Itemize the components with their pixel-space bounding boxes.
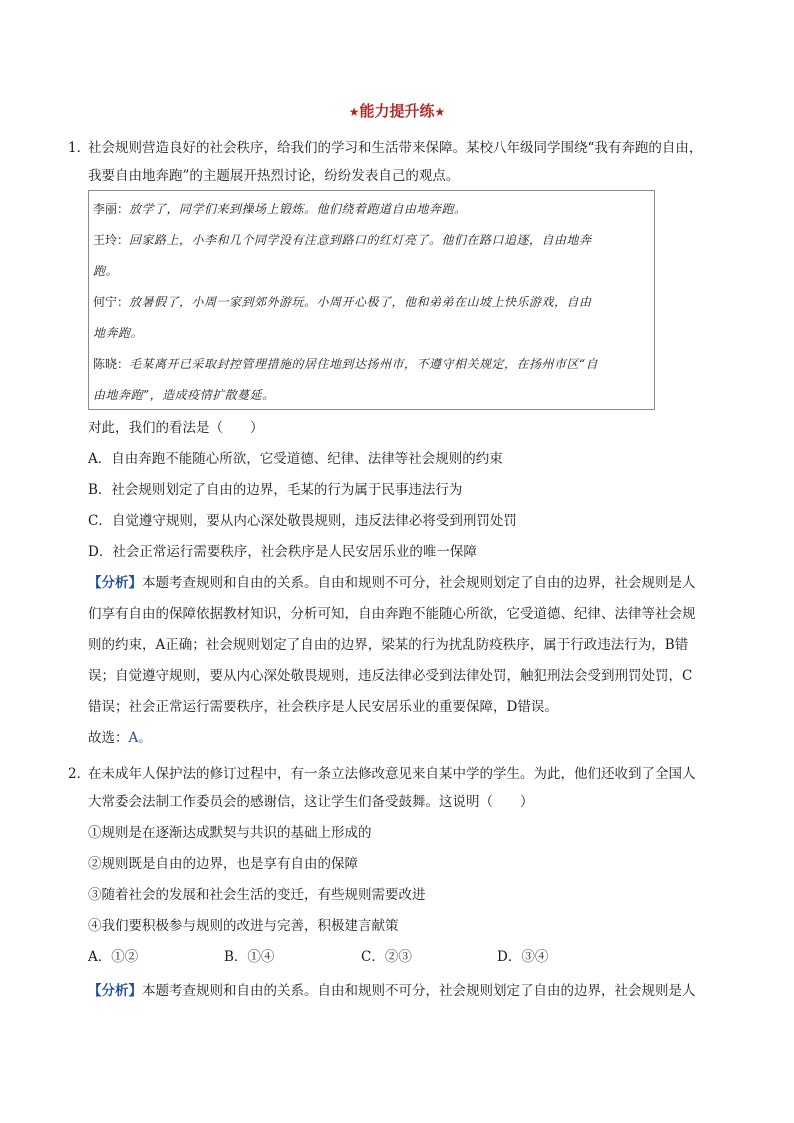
option-b: B．社会规则划定了自由的边界，毛某的行为属于民事违法行为 <box>88 482 463 498</box>
analysis-text: 本题考查规则和自由的关系。自由和规则不可分，社会规则划定了自由的边界，社会规则是人 <box>142 983 696 999</box>
statement-item: ③随着社会的发展和社会生活的变迁，有些规则需要改进 <box>88 887 426 903</box>
choice-d: D．③④ <box>497 949 549 965</box>
section-title-text: 能力提升练 <box>359 102 435 120</box>
star-icon: ★ <box>348 105 360 119</box>
statement-item: ②规则既是自由的边界，也是享有自由的保障 <box>88 856 358 872</box>
quote-text: 跑。 <box>93 264 119 278</box>
speaker-name: 李丽： <box>93 202 130 216</box>
statement-item: ①规则是在逐渐达成默契与共识的基础上形成的 <box>88 825 372 841</box>
question-number: 1． <box>68 140 91 156</box>
option-c: C．自觉遵守规则，要从内心深处敬畏规则，违反法律必将受到刑罚处罚 <box>88 513 517 529</box>
question-stem: 我要自由地奔跑”的主题展开热烈讨论，纷纷发表自己的观点。 <box>88 168 460 184</box>
analysis-line <box>88 573 696 593</box>
option-a: A．自由奔跑不能随心所欲，它受道德、纪律、法律等社会规则的约束 <box>88 451 503 467</box>
analysis-text: 误；自觉遵守规则，要从内心深处敬畏规则，违反法律必受到法律处罚，触犯刑法会受到刑罚处罚，C <box>88 668 693 684</box>
quote-text: 回家路上，小李和几个同学没有注意到路口的红灯亮了。他们在路口追逐，自由地奔 <box>129 233 592 247</box>
choice-b: B．①④ <box>224 949 275 965</box>
analysis-text: 们享有自由的保障依据教材知识，分析可知，自由奔跑不能随心所欲，它受道德、纪律、法律等社会规 <box>88 606 696 622</box>
quote-line <box>93 293 592 311</box>
choice-a: A．①② <box>88 949 139 965</box>
quote-line <box>93 200 467 218</box>
analysis-text: 则的约束，A正确；社会规则划定了自由的边界，梁某的行为扰乱防疫秩序，属于行政违法行为，B错 <box>88 637 689 653</box>
analysis-text: 本题考查规则和自由的关系。自由和规则不可分，社会规则划定了自由的边界，社会规则是人 <box>142 575 696 591</box>
speaker-name: 王玲： <box>93 233 130 247</box>
quote-text: 放学了，同学们来到操场上锻炼。他们绕着跑道自由地奔跑。 <box>129 202 467 216</box>
question-ask: 对此，我们的看法是（ ） <box>88 420 264 436</box>
analysis-tag: 【分析】 <box>88 983 142 999</box>
quote-box <box>88 190 655 410</box>
question-stem: 社会规则营造良好的社会秩序，给我们的学习和生活带来保障。某校八年级同学围绕“我有奔跑的自由， <box>88 140 703 156</box>
quote-text: 地奔跑。 <box>93 326 144 340</box>
analysis-tag: 【分析】 <box>88 575 142 591</box>
answer-label: 故选： <box>88 730 129 746</box>
analysis-line <box>88 981 696 1001</box>
section-title <box>0 100 794 121</box>
quote-line <box>93 231 592 249</box>
speaker-name: 陈晓： <box>93 357 130 371</box>
question-number: 2． <box>68 766 91 782</box>
quote-text: 放暑假了，小周一家到郊外游玩。小周开心极了，他和弟弟在山坡上快乐游戏，自由 <box>129 295 592 309</box>
quote-text: 毛某离开已采取封控管理措施的居住地到达扬州市，不遵守相关规定，在扬州市区“自 <box>129 357 599 371</box>
answer-line <box>88 728 152 748</box>
option-d: D．社会正常运行需要秩序，社会秩序是人民安居乐业的唯一保障 <box>88 544 477 560</box>
speaker-name: 何宁： <box>93 295 130 309</box>
statement-item: ④我们要积极参与规则的改进与完善，积极建言献策 <box>88 918 399 934</box>
star-icon: ★ <box>434 105 446 119</box>
analysis-text: 错误；社会正常运行需要秩序，社会秩序是人民安居乐业的重要保障，D错误。 <box>88 699 558 715</box>
choice-c: C．②③ <box>361 949 412 965</box>
quote-text: 由地奔跑”，造成疫情扩散蔓延。 <box>93 388 275 402</box>
quote-line <box>93 355 598 373</box>
answer-value: A。 <box>128 730 152 746</box>
question-stem: 大常委会法制工作委员会的感谢信，这让学生们备受鼓舞。这说明（ ） <box>88 794 534 810</box>
question-stem: 在未成年人保护法的修订过程中，有一条立法修改意见来自某中学的学生。为此，他们还收到了全国人 <box>88 766 696 782</box>
